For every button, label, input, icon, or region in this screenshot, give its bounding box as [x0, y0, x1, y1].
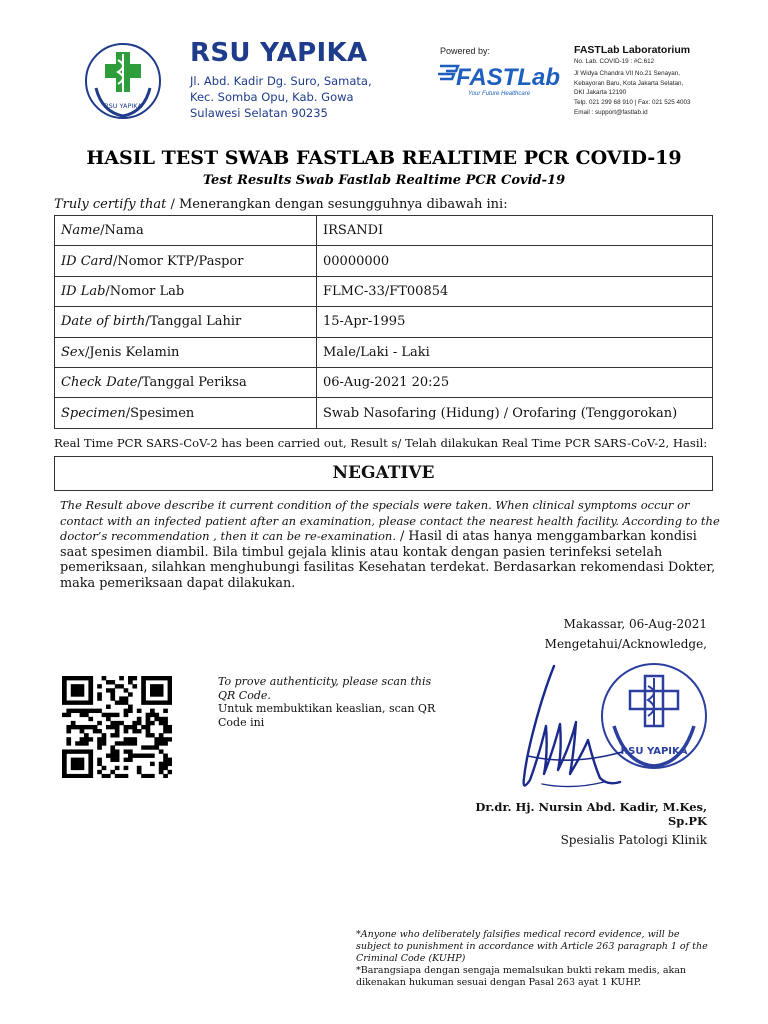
- row-value: 15-Apr-1995: [317, 307, 713, 337]
- address-line: Sulawesi Selatan 90235: [190, 106, 328, 120]
- label-en: Date of birth: [61, 314, 146, 330]
- authenticity-id: Untuk membuktikan keaslian, scan QR Code ini: [218, 702, 436, 729]
- partner-line: Kebayoran Baru, Kota Jakarta Selatan,: [574, 80, 684, 87]
- powered-by-label: Powered by:: [440, 46, 491, 56]
- label-id: /Tanggal Periksa: [137, 375, 247, 391]
- row-value: IRSANDI: [317, 216, 713, 246]
- fastlab-tagline: Your Future Healthcare: [468, 91, 531, 97]
- row-label: [55, 307, 317, 337]
- partner-title: FASTLab Laboratorium: [574, 44, 691, 56]
- row-label: [55, 398, 317, 428]
- certify-id: / Menerangkan dengan sesungguhnya dibawah ini:: [166, 197, 508, 212]
- row-label: [55, 276, 317, 306]
- label-id: /Jenis Kelamin: [84, 344, 180, 360]
- label-en: ID Card: [61, 253, 113, 269]
- label-id: /Nama: [100, 223, 144, 239]
- fastlab-logo-text: FASTLab: [456, 64, 561, 91]
- label-en: ID Lab: [61, 283, 106, 299]
- hospital-name: RSU YAPIKA: [190, 38, 368, 68]
- table-row: [55, 367, 713, 397]
- stamp-text: RSU YAPIKA: [620, 746, 688, 757]
- doctor-signature: [512, 656, 632, 796]
- qr-code[interactable]: [62, 676, 172, 778]
- certify-en: Truly certify that: [54, 197, 167, 212]
- row-value: Male/Laki - Laki: [317, 337, 713, 367]
- row-value: FLMC-33/FT00854: [317, 276, 713, 306]
- acknowledge-label: Mengetahui/Acknowledge,: [544, 637, 707, 651]
- doctor-title: Spesialis Patologi Klinik: [560, 833, 707, 847]
- label-en: Specimen: [61, 405, 126, 421]
- hospital-logo: [82, 40, 164, 122]
- document-subtitle: Test Results Swab Fastlab Realtime PCR Covid-19: [202, 173, 566, 188]
- partner-line: Jl Widya Chandra VII No.21 Senayan,: [574, 70, 681, 77]
- authenticity-note: [218, 675, 448, 729]
- label-en: Sex: [61, 344, 85, 360]
- label-id: /Tanggal Lahir: [145, 314, 242, 330]
- address-line: Kec. Somba Opu, Kab. Gowa: [190, 90, 354, 104]
- disclaimer-en: The Result above describe it current condition of the specials were taken. When clinical symptoms occur or contact with an infected patient after an examination, please contact the nearest health facility. According to the doctor’s recommendation , then it can be re-examination.: [60, 498, 720, 543]
- logo-text: RSU YAPIKA: [104, 102, 142, 110]
- label-en: Check Date: [61, 375, 138, 391]
- label-id: /Spesimen: [125, 405, 195, 421]
- rt-pcr-statement: Real Time PCR SARS-CoV-2 has been carried out, Result s/ Telah dilakukan Real Time PCR SARS-CoV-2, Hasil:: [54, 436, 708, 450]
- footnote-en: *Anyone who deliberately falsifies medical record evidence, will be subject to punishment in accordance with Article 263 paragraph 1 of the Criminal Code (KUHP): [356, 929, 708, 964]
- table-row: [55, 307, 713, 337]
- table-row: [55, 337, 713, 367]
- row-value: 00000000: [317, 246, 713, 276]
- document-title: HASIL TEST SWAB FASTLAB REALTIME PCR COVID-19: [86, 147, 682, 169]
- label-en: Name: [61, 223, 101, 239]
- table-row: [55, 398, 713, 428]
- partner-line: Email : support@fastlab.id: [574, 109, 648, 116]
- disclaimer-id: / Hasil di atas hanya menggambarkan kondisi saat spesimen diambil. Bila timbul gejala klinis atau kontak dengan pasien terinfeksi setelah pemeriksaan, silahkan menghubungi fasilitas Kesehatan terdekat. Berdasarkan rekomendasi Dokter, maka pemeriksaan dapat dilakukan.: [60, 529, 716, 591]
- partner-line: Telp. 021 299 68 910 | Fax: 021 525 4003: [574, 99, 691, 106]
- partner-line: DKI Jakarta 12190: [574, 89, 627, 96]
- legal-footnote: [356, 929, 716, 989]
- table-row: [55, 246, 713, 276]
- label-id: /Nomor Lab: [105, 283, 185, 299]
- partner-line: No. Lab. COVID-19 : #C.612: [574, 58, 655, 65]
- result-disclaimer: [60, 498, 720, 591]
- row-label: [55, 367, 317, 397]
- authenticity-en: To prove authenticity, please scan this QR Code.: [218, 675, 432, 702]
- row-label: [55, 337, 317, 367]
- fastlab-logo: [436, 58, 566, 98]
- patient-info-table: [54, 215, 713, 429]
- doctor-name: Dr.dr. Hj. Nursin Abd. Kadir, M.Kes, Sp.PK: [475, 800, 707, 828]
- row-value: Swab Nasofaring (Hidung) / Orofaring (Tenggorokan): [317, 398, 713, 428]
- table-row: [55, 276, 713, 306]
- row-value: 06-Aug-2021 20:25: [317, 367, 713, 397]
- row-label: [55, 216, 317, 246]
- row-label: [55, 246, 317, 276]
- place-date: Makassar, 06-Aug-2021: [563, 617, 707, 631]
- footnote-id: *Barangsiapa dengan sengaja memalsukan bukti rekam medis, akan dikenakan hukuman sesuai dengan Pasal 263 ayat 1 KUHP.: [356, 965, 687, 988]
- label-id: /Nomor KTP/Paspor: [112, 253, 244, 269]
- test-result: NEGATIVE: [54, 456, 713, 491]
- address-line: Jl. Abd. Kadir Dg. Suro, Samata,: [190, 74, 372, 88]
- certify-line: [54, 197, 508, 212]
- table-row: [55, 216, 713, 246]
